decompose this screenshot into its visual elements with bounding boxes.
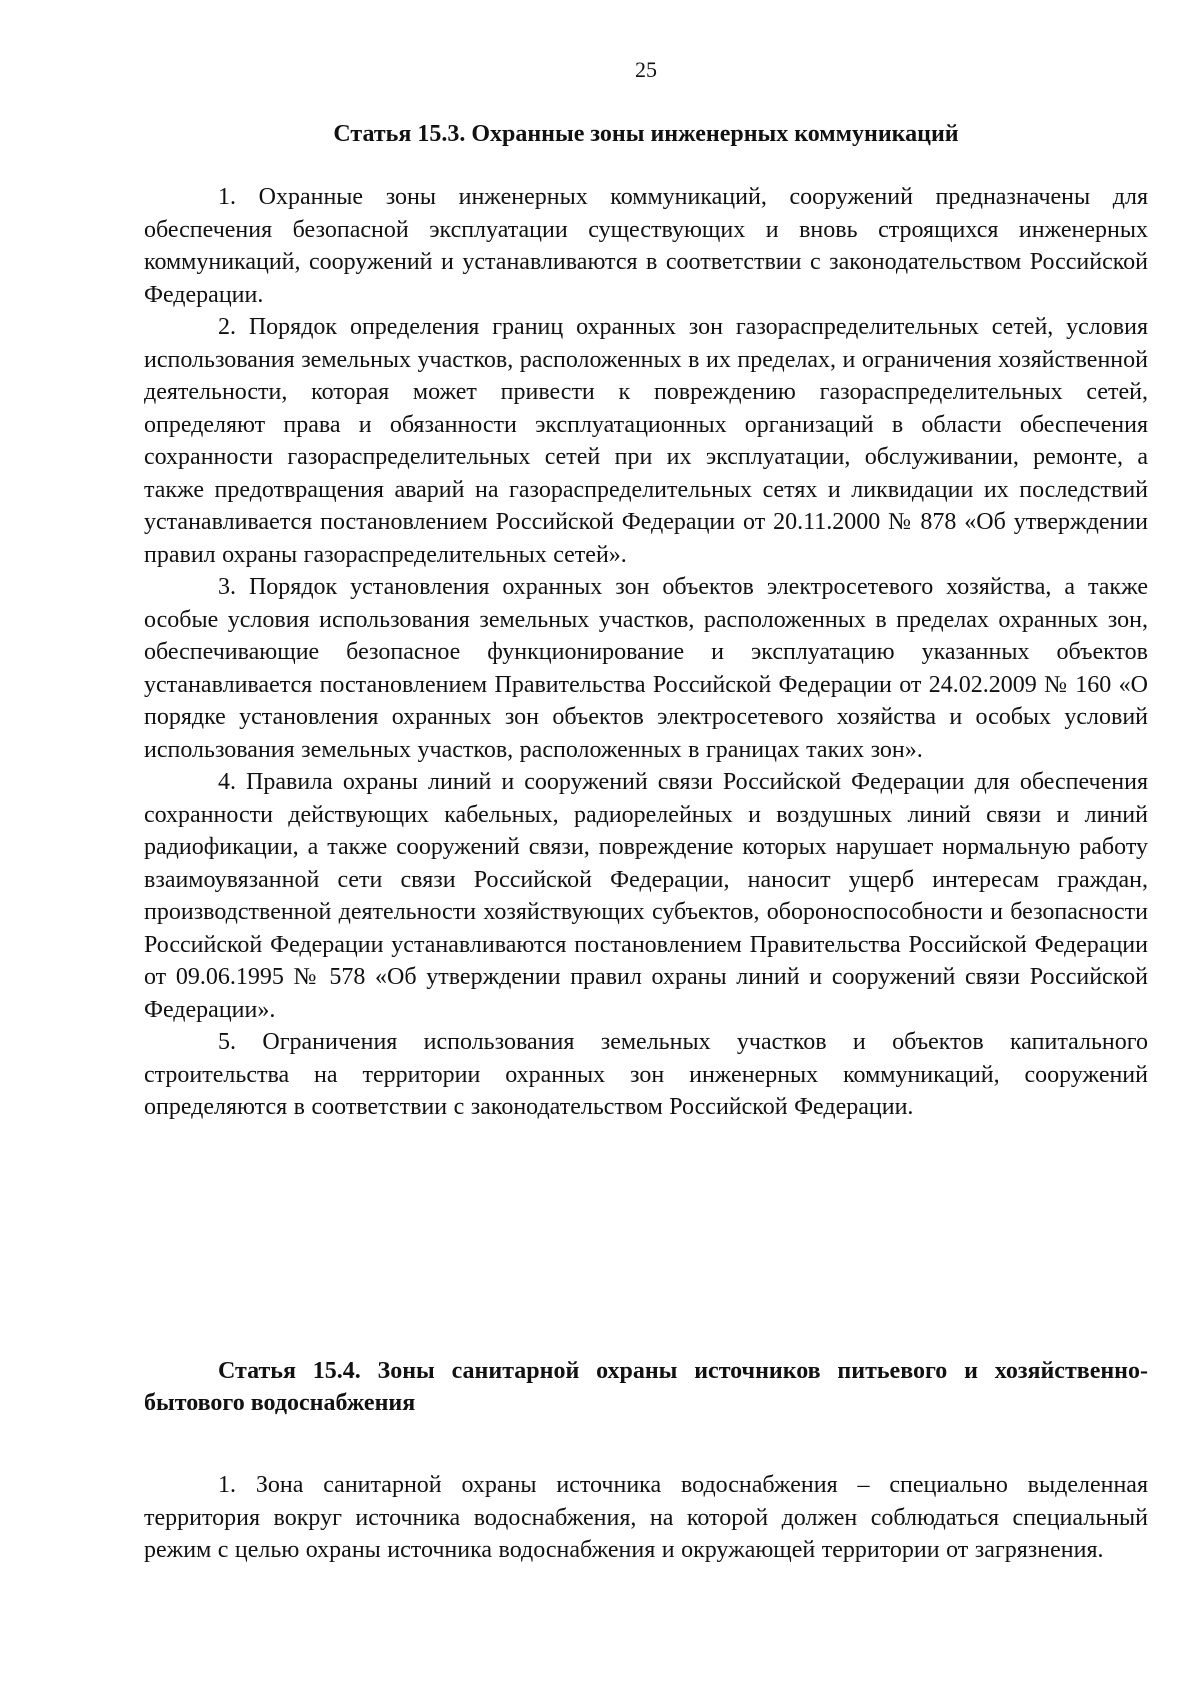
article-15-4-body	[144, 1469, 1148, 1567]
article-15-3-paragraph-4: 4. Правила охраны линий и сооружений связи Российской Федерации для обеспечения сохранности действующих кабельных, радиорелейных и воздушных линий связи и линий радиофикации, а также сооружений связи, повреждение которых нарушает нормальную работу взаимоувязанной сети связи Российской Федерации, наносит ущерб интересам граждан, производственной деятельности хозяйствующих субъектов, обороноспособности и безопасности Российской Федерации устанавливаются постановлением Правительства Российской Федерации от 09.06.1995 № 578 «Об утверждении правил охраны линий и сооружений связи Российской Федерации».	[144, 769, 1148, 1023]
article-15-4-title: Статья 15.4. Зоны санитарной охраны источников питьевого и хозяйственно-бытового водоснабжения	[144, 1358, 1148, 1416]
article-15-3-body	[144, 181, 1148, 1124]
article-15-3-paragraph-1: 1. Охранные зоны инженерных коммуникаций, сооружений предназначены для обеспечения безопасной эксплуатации существующих и вновь строящихся инженерных коммуникаций, сооружений и устанавливаются в соответствии с законодательством Российской Федерации.	[144, 184, 1148, 308]
article-15-4-paragraph-1: 1. Зона санитарной охраны источника водоснабжения – специально выделенная территория вокруг источника водоснабжения, на которой должен соблюдаться специальный режим с целью охраны источника водоснабжения и окружающей территории от загрязнения.	[144, 1472, 1148, 1563]
article-15-3-paragraph-3: 3. Порядок установления охранных зон объектов электросетевого хозяйства, а также особые условия использования земельных участков, расположенных в пределах охранных зон, обеспечивающие безопасное функционирование и эксплуатацию указанных объектов устанавливается постановлением Правительства Российской Федерации от 24.02.2009 № 160 «О порядке установления охранных зон объектов электросетевого хозяйства и особых условий использования земельных участков, расположенных в границах таких зон».	[144, 574, 1148, 763]
article-15-3-paragraph-5: 5. Ограничения использования земельных участков и объектов капитального строительства на территории охранных зон инженерных коммуникаций, сооружений определяются в соответствии с законодательством Российской Федерации.	[144, 1029, 1148, 1120]
page-number: 25	[635, 57, 657, 82]
article-15-3-title: Статья 15.3. Охранные зоны инженерных коммуникаций	[333, 121, 959, 147]
article-15-3-paragraph-2: 2. Порядок определения границ охранных зон газораспределительных сетей, условия использования земельных участков, расположенных в их пределах, и ограничения хозяйственной деятельности, которая может привести к повреждению газораспределительных сетей, определяют права и обязанности эксплуатационных организаций в области обеспечения сохранности газораспределительных сетей при их эксплуатации, обслуживании, ремонте, а также предотвращения аварий на газораспределительных сетях и ликвидации их последствий устанавливается постановлением Российской Федерации от 20.11.2000 № 878 «Об утверждении правил охраны газораспределительных сетей».	[144, 314, 1148, 568]
